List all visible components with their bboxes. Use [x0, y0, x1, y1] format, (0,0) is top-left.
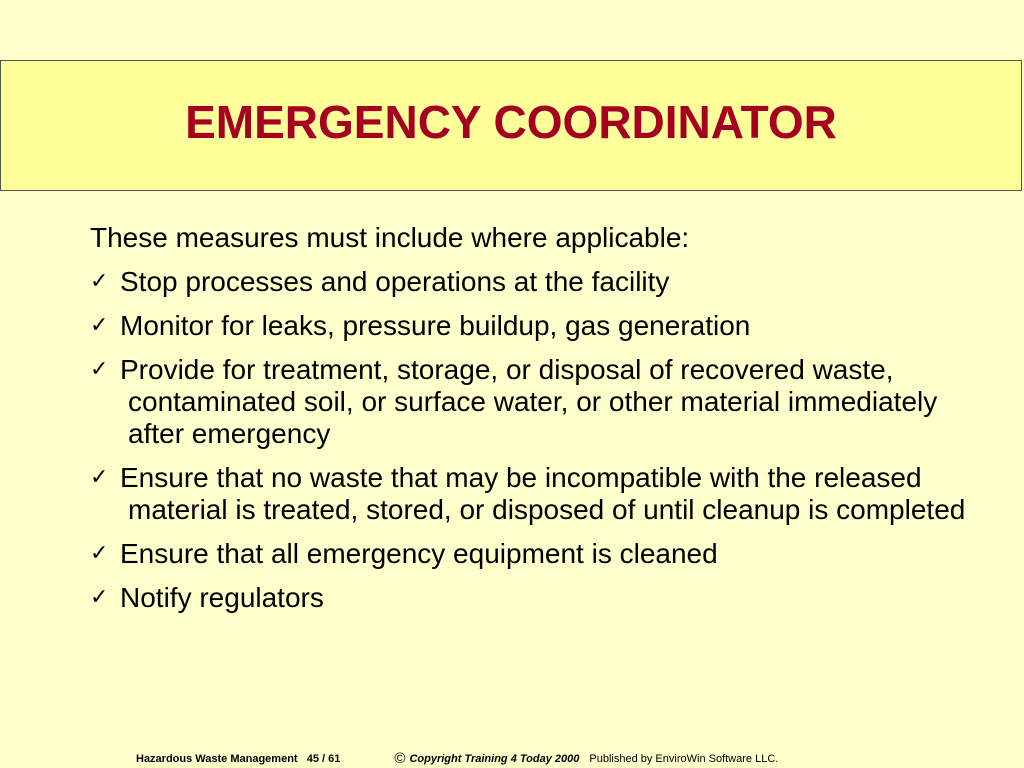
- slide-body: [90, 222, 990, 626]
- slide-title: EMERGENCY COORDINATOR: [185, 95, 837, 148]
- copyright-text: Copyright Training 4 Today 2000: [409, 753, 580, 765]
- list-item-text: Ensure that all emergency equipment is cleaned: [120, 538, 718, 569]
- list-item-text: Ensure that no waste that may be incompatible with the released material is treated, stored, or disposed of until cleanup is completed: [120, 462, 966, 525]
- copyright-icon: ©: [394, 750, 406, 767]
- list-item: [90, 462, 990, 526]
- title-box: [0, 60, 1022, 191]
- list-item: [90, 354, 990, 450]
- list-item-text: Provide for treatment, storage, or disposal of recovered waste, contaminated soil, or surface water, or other material immediately after emergency: [120, 354, 938, 449]
- list-item: [90, 538, 990, 570]
- page-number: 45 / 61: [306, 753, 341, 765]
- checkmark-icon: ✓: [90, 465, 109, 490]
- list-item-text: Monitor for leaks, pressure buildup, gas generation: [120, 310, 751, 341]
- checkmark-icon: ✓: [90, 541, 109, 566]
- checkmark-icon: ✓: [90, 585, 109, 610]
- list-item: [90, 310, 990, 342]
- checkmark-icon: ✓: [90, 313, 109, 338]
- checkmark-icon: ✓: [90, 357, 109, 382]
- list-item-text: Notify regulators: [120, 582, 324, 613]
- slide-footer: [136, 749, 778, 766]
- checkmark-icon: ✓: [90, 269, 109, 294]
- publisher-text: Published by EnviroWin Software LLC.: [589, 753, 779, 765]
- list-item: [90, 266, 990, 298]
- list-item: [90, 582, 990, 614]
- intro-text: These measures must include where applicable:: [90, 222, 690, 253]
- list-item-text: Stop processes and operations at the facility: [120, 266, 670, 297]
- course-name: Hazardous Waste Management: [136, 753, 298, 765]
